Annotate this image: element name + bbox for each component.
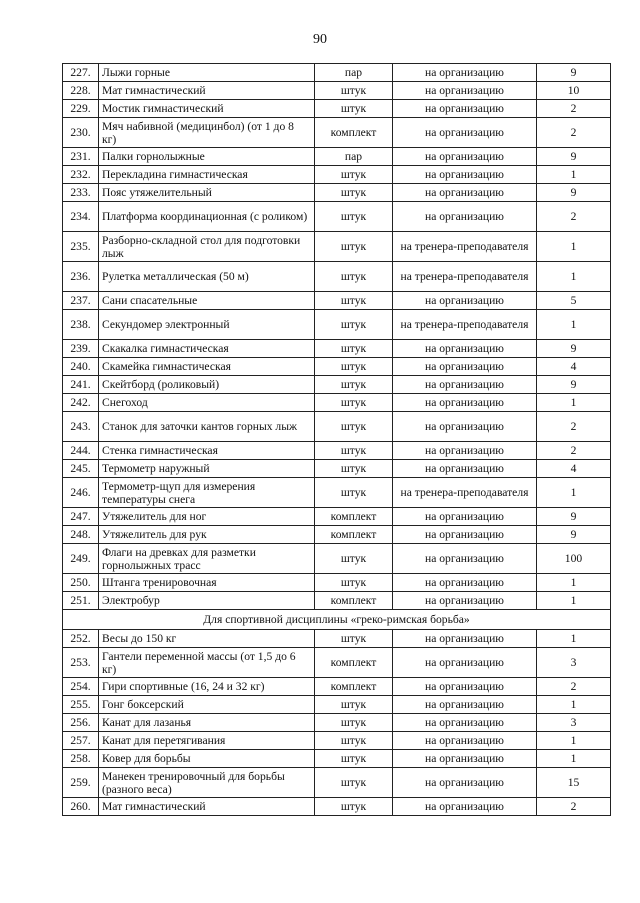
item-norm: на организацию <box>393 292 537 310</box>
row-number: 236. <box>63 262 99 292</box>
item-name: Снегоход <box>99 394 315 412</box>
item-name: Манекен тренировочный для борьбы (разного веса) <box>99 768 315 798</box>
row-number: 234. <box>63 202 99 232</box>
item-quantity: 100 <box>537 544 611 574</box>
table-row <box>63 508 611 526</box>
item-norm: на организацию <box>393 732 537 750</box>
table-row <box>63 478 611 508</box>
item-unit: штук <box>315 358 393 376</box>
item-unit: штук <box>315 184 393 202</box>
item-name: Термометр-щуп для измерения температуры снега <box>99 478 315 508</box>
item-quantity: 1 <box>537 696 611 714</box>
item-norm: на организацию <box>393 696 537 714</box>
item-norm: на организацию <box>393 340 537 358</box>
item-unit: штук <box>315 750 393 768</box>
item-quantity: 10 <box>537 82 611 100</box>
item-quantity: 1 <box>537 750 611 768</box>
table-row <box>63 714 611 732</box>
table-row <box>63 544 611 574</box>
item-quantity: 2 <box>537 118 611 148</box>
row-number: 232. <box>63 166 99 184</box>
item-quantity: 9 <box>537 508 611 526</box>
row-number: 258. <box>63 750 99 768</box>
row-number: 227. <box>63 64 99 82</box>
item-quantity: 9 <box>537 526 611 544</box>
item-norm: на тренера-преподавателя <box>393 310 537 340</box>
item-name: Секундомер электронный <box>99 310 315 340</box>
row-number: 239. <box>63 340 99 358</box>
item-norm: на организацию <box>393 630 537 648</box>
table-row <box>63 358 611 376</box>
table-row <box>63 166 611 184</box>
table-row <box>63 376 611 394</box>
item-norm: на организацию <box>393 118 537 148</box>
row-number: 248. <box>63 526 99 544</box>
item-name: Канат для перетягивания <box>99 732 315 750</box>
row-number: 238. <box>63 310 99 340</box>
item-norm: на организацию <box>393 184 537 202</box>
item-norm: на тренера-преподавателя <box>393 232 537 262</box>
row-number: 260. <box>63 798 99 816</box>
item-quantity: 1 <box>537 732 611 750</box>
item-quantity: 5 <box>537 292 611 310</box>
item-quantity: 4 <box>537 460 611 478</box>
equipment-table <box>62 63 611 816</box>
table-row <box>63 148 611 166</box>
item-norm: на организацию <box>393 166 537 184</box>
item-unit: штук <box>315 732 393 750</box>
row-number: 249. <box>63 544 99 574</box>
table-row <box>63 232 611 262</box>
item-quantity: 1 <box>537 478 611 508</box>
item-norm: на организацию <box>393 148 537 166</box>
item-unit: комплект <box>315 508 393 526</box>
item-unit: штук <box>315 630 393 648</box>
item-unit: штук <box>315 262 393 292</box>
item-quantity: 1 <box>537 394 611 412</box>
row-number: 245. <box>63 460 99 478</box>
row-number: 237. <box>63 292 99 310</box>
item-norm: на организацию <box>393 394 537 412</box>
item-name: Мат гимнастический <box>99 82 315 100</box>
table-row <box>63 648 611 678</box>
row-number: 243. <box>63 412 99 442</box>
item-unit: штук <box>315 412 393 442</box>
item-unit: штук <box>315 478 393 508</box>
item-name: Скейтборд (роликовый) <box>99 376 315 394</box>
item-quantity: 2 <box>537 442 611 460</box>
table-row <box>63 310 611 340</box>
item-quantity: 2 <box>537 100 611 118</box>
item-name: Утяжелитель для ног <box>99 508 315 526</box>
row-number: 244. <box>63 442 99 460</box>
table-body-wrestling <box>63 630 611 816</box>
item-unit: штук <box>315 394 393 412</box>
item-quantity: 9 <box>537 376 611 394</box>
row-number: 254. <box>63 678 99 696</box>
item-name: Гири спортивные (16, 24 и 32 кг) <box>99 678 315 696</box>
page-number: 90 <box>313 32 327 47</box>
table-row <box>63 340 611 358</box>
item-norm: на организацию <box>393 574 537 592</box>
item-quantity: 9 <box>537 64 611 82</box>
item-quantity: 15 <box>537 768 611 798</box>
item-name: Разборно-складной стол для подготовки лыж <box>99 232 315 262</box>
row-number: 257. <box>63 732 99 750</box>
item-name: Рулетка металлическая (50 м) <box>99 262 315 292</box>
item-name: Штанга тренировочная <box>99 574 315 592</box>
item-unit: штук <box>315 202 393 232</box>
item-norm: на организацию <box>393 768 537 798</box>
item-unit: штук <box>315 714 393 732</box>
item-unit: штук <box>315 340 393 358</box>
table-row <box>63 592 611 610</box>
item-name: Гонг боксерский <box>99 696 315 714</box>
table-row <box>63 82 611 100</box>
item-norm: на организацию <box>393 544 537 574</box>
item-norm: на организацию <box>393 798 537 816</box>
item-name: Мяч набивной (медицинбол) (от 1 до 8 кг) <box>99 118 315 148</box>
table-row <box>63 202 611 232</box>
item-unit: штук <box>315 166 393 184</box>
item-quantity: 1 <box>537 592 611 610</box>
item-quantity: 2 <box>537 202 611 232</box>
item-name: Гантели переменной массы (от 1,5 до 6 кг) <box>99 648 315 678</box>
item-quantity: 2 <box>537 678 611 696</box>
table-row <box>63 118 611 148</box>
table-row <box>63 798 611 816</box>
item-norm: на организацию <box>393 100 537 118</box>
item-norm: на организацию <box>393 750 537 768</box>
row-number: 253. <box>63 648 99 678</box>
item-unit: штук <box>315 574 393 592</box>
item-quantity: 3 <box>537 648 611 678</box>
item-name: Скакалка гимнастическая <box>99 340 315 358</box>
item-unit: штук <box>315 696 393 714</box>
item-norm: на организацию <box>393 358 537 376</box>
item-name: Утяжелитель для рук <box>99 526 315 544</box>
row-number: 233. <box>63 184 99 202</box>
row-number: 240. <box>63 358 99 376</box>
item-quantity: 9 <box>537 340 611 358</box>
row-number: 241. <box>63 376 99 394</box>
item-name: Сани спасательные <box>99 292 315 310</box>
item-norm: на организацию <box>393 82 537 100</box>
item-quantity: 1 <box>537 232 611 262</box>
table-row <box>63 64 611 82</box>
item-unit: штук <box>315 442 393 460</box>
table-row <box>63 750 611 768</box>
item-name: Мат гимнастический <box>99 798 315 816</box>
item-norm: на тренера-преподавателя <box>393 478 537 508</box>
item-name: Термометр наружный <box>99 460 315 478</box>
row-number: 242. <box>63 394 99 412</box>
item-quantity: 9 <box>537 148 611 166</box>
item-unit: штук <box>315 768 393 798</box>
item-norm: на организацию <box>393 592 537 610</box>
row-number: 251. <box>63 592 99 610</box>
item-unit: штук <box>315 310 393 340</box>
table-body-ski <box>63 64 611 610</box>
table-row <box>63 574 611 592</box>
row-number: 259. <box>63 768 99 798</box>
table-row <box>63 526 611 544</box>
item-norm: на организацию <box>393 526 537 544</box>
item-unit: штук <box>315 82 393 100</box>
item-unit: пар <box>315 148 393 166</box>
item-unit: комплект <box>315 526 393 544</box>
item-unit: комплект <box>315 592 393 610</box>
item-norm: на организацию <box>393 412 537 442</box>
item-norm: на организацию <box>393 648 537 678</box>
item-name: Флаги на древках для разметки горнолыжных трасс <box>99 544 315 574</box>
item-name: Стенка гимнастическая <box>99 442 315 460</box>
item-name: Палки горнолыжные <box>99 148 315 166</box>
row-number: 256. <box>63 714 99 732</box>
row-number: 246. <box>63 478 99 508</box>
item-unit: штук <box>315 292 393 310</box>
item-quantity: 2 <box>537 412 611 442</box>
item-unit: штук <box>315 544 393 574</box>
table-row <box>63 412 611 442</box>
table-row <box>63 460 611 478</box>
row-number: 252. <box>63 630 99 648</box>
table-section <box>63 610 611 630</box>
item-name: Мостик гимнастический <box>99 100 315 118</box>
item-norm: на тренера-преподавателя <box>393 262 537 292</box>
item-quantity: 9 <box>537 184 611 202</box>
table-row <box>63 768 611 798</box>
table-row <box>63 696 611 714</box>
row-number: 235. <box>63 232 99 262</box>
item-unit: комплект <box>315 648 393 678</box>
item-name: Платформа координационная (с роликом) <box>99 202 315 232</box>
item-quantity: 2 <box>537 798 611 816</box>
item-name: Перекладина гимнастическая <box>99 166 315 184</box>
item-quantity: 1 <box>537 630 611 648</box>
table-row <box>63 394 611 412</box>
table-row <box>63 292 611 310</box>
item-quantity: 3 <box>537 714 611 732</box>
table-row <box>63 630 611 648</box>
item-quantity: 1 <box>537 262 611 292</box>
item-quantity: 1 <box>537 574 611 592</box>
row-number: 250. <box>63 574 99 592</box>
table-row <box>63 100 611 118</box>
item-norm: на организацию <box>393 376 537 394</box>
item-quantity: 1 <box>537 166 611 184</box>
row-number: 247. <box>63 508 99 526</box>
item-norm: на организацию <box>393 460 537 478</box>
table-row <box>63 184 611 202</box>
item-name: Канат для лазанья <box>99 714 315 732</box>
section-title: Для спортивной дисциплины «греко-римская борьба» <box>63 610 611 630</box>
item-norm: на организацию <box>393 678 537 696</box>
item-quantity: 4 <box>537 358 611 376</box>
item-unit: штук <box>315 460 393 478</box>
item-norm: на организацию <box>393 714 537 732</box>
item-unit: пар <box>315 64 393 82</box>
item-unit: штук <box>315 376 393 394</box>
item-unit: штук <box>315 798 393 816</box>
table-row <box>63 262 611 292</box>
item-name: Скамейка гимнастическая <box>99 358 315 376</box>
table-row <box>63 442 611 460</box>
item-name: Станок для заточки кантов горных лыж <box>99 412 315 442</box>
item-quantity: 1 <box>537 310 611 340</box>
item-unit: комплект <box>315 118 393 148</box>
row-number: 231. <box>63 148 99 166</box>
item-unit: комплект <box>315 678 393 696</box>
item-norm: на организацию <box>393 64 537 82</box>
item-name: Пояс утяжелительный <box>99 184 315 202</box>
item-name: Ковер для борьбы <box>99 750 315 768</box>
item-name: Лыжи горные <box>99 64 315 82</box>
row-number: 230. <box>63 118 99 148</box>
row-number: 229. <box>63 100 99 118</box>
item-norm: на организацию <box>393 508 537 526</box>
item-name: Весы до 150 кг <box>99 630 315 648</box>
item-unit: штук <box>315 100 393 118</box>
item-norm: на организацию <box>393 442 537 460</box>
item-norm: на организацию <box>393 202 537 232</box>
table-row <box>63 732 611 750</box>
item-name: Электробур <box>99 592 315 610</box>
row-number: 228. <box>63 82 99 100</box>
row-number: 255. <box>63 696 99 714</box>
item-unit: штук <box>315 232 393 262</box>
table-row <box>63 678 611 696</box>
